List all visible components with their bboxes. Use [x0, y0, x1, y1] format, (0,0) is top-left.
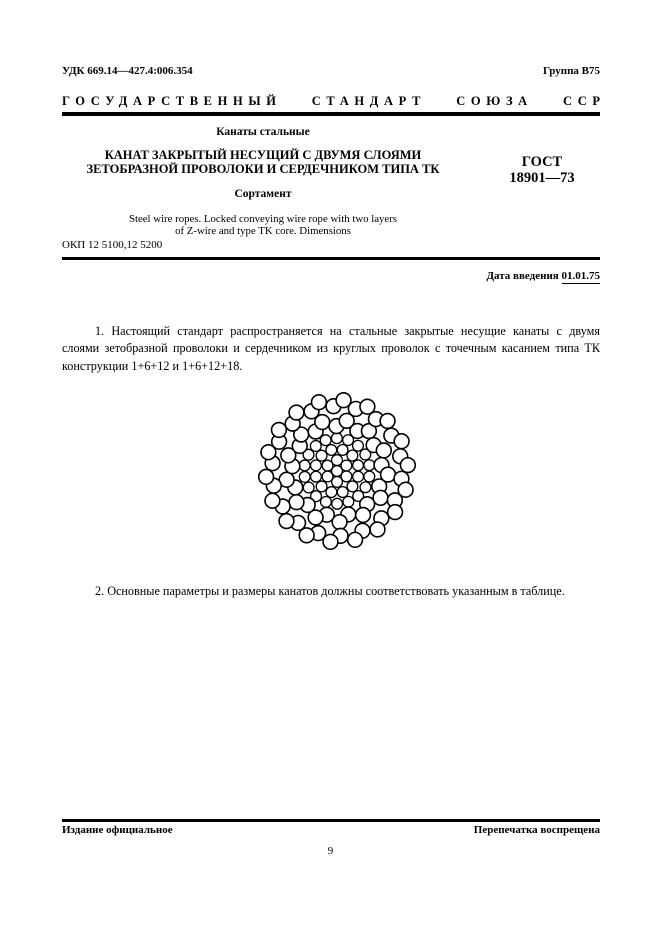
introduction-date-label: Дата введения: [486, 270, 559, 282]
english-subtitle-line: Steel wire ropes. Locked conveying wire rope with two layers: [128, 213, 398, 225]
paragraph-1: [62, 323, 600, 375]
header-divider-rule: [62, 112, 600, 116]
group-code: Группа В75: [542, 65, 600, 77]
gost-number-block: [494, 155, 590, 187]
state-standard-heading: [62, 94, 606, 109]
paragraph-1-line: конструкции 1+6+12 и 1+6+12+18.: [62, 358, 243, 373]
official-edition-note: Издание официальное: [62, 824, 173, 836]
footer-divider-rule: [62, 819, 600, 822]
state-standard-word: ГОСУДАРСТВЕННЫЙ: [62, 94, 282, 108]
state-standard-word: СОЮЗА: [456, 94, 533, 108]
footer-row: [62, 824, 600, 836]
gost-number: 18901—73: [509, 169, 575, 186]
rope-cross-section-figure: [257, 391, 417, 551]
introduction-date-row: [62, 270, 600, 282]
page-number: 9: [327, 845, 334, 857]
state-standard-word: ССР: [563, 94, 606, 108]
paragraph-1-line: 1. Настоящий стандарт распространяется на стальные закрытые несущие канаты с двумя: [95, 324, 600, 338]
gost-label: ГОСТ: [521, 154, 563, 170]
okp-code: ОКП 12 5100,12 5200: [62, 239, 163, 251]
title-divider-rule: [62, 257, 600, 260]
document-title-line: КАНАТ ЗАКРЫТЫЙ НЕСУЩИЙ С ДВУМЯ СЛОЯМИ: [104, 148, 422, 162]
english-subtitle-line: of Z-wire and type TK core. Dimensions: [175, 225, 351, 238]
doc-type-label: Сортамент: [234, 188, 292, 200]
introduction-date-value: 01.01.75: [561, 270, 600, 282]
reprint-forbidden-note: Перепечатка воспрещена: [473, 824, 600, 836]
udk-group-row: [62, 65, 600, 77]
english-subtitle: [62, 213, 464, 238]
paragraph-1-line: слоями зетобразной проволоки и сердечником из круглых проволок с точечным касанием типа ТК: [62, 341, 600, 356]
document-title: [62, 149, 464, 176]
document-title-line: ЗЕТОБРАЗНОЙ ПРОВОЛОКИ И СЕРДЕЧНИКОМ ТИПА ТК: [86, 161, 440, 176]
udk-code: УДК 669.14—427.4:006.354: [62, 65, 193, 77]
state-standard-word: СТАНДАРТ: [311, 94, 427, 108]
paragraph-2: 2. Основные параметры и размеры канатов должны соответствовать указанным в таблице.: [95, 584, 565, 598]
document-subject: Канаты стальные: [216, 126, 310, 138]
